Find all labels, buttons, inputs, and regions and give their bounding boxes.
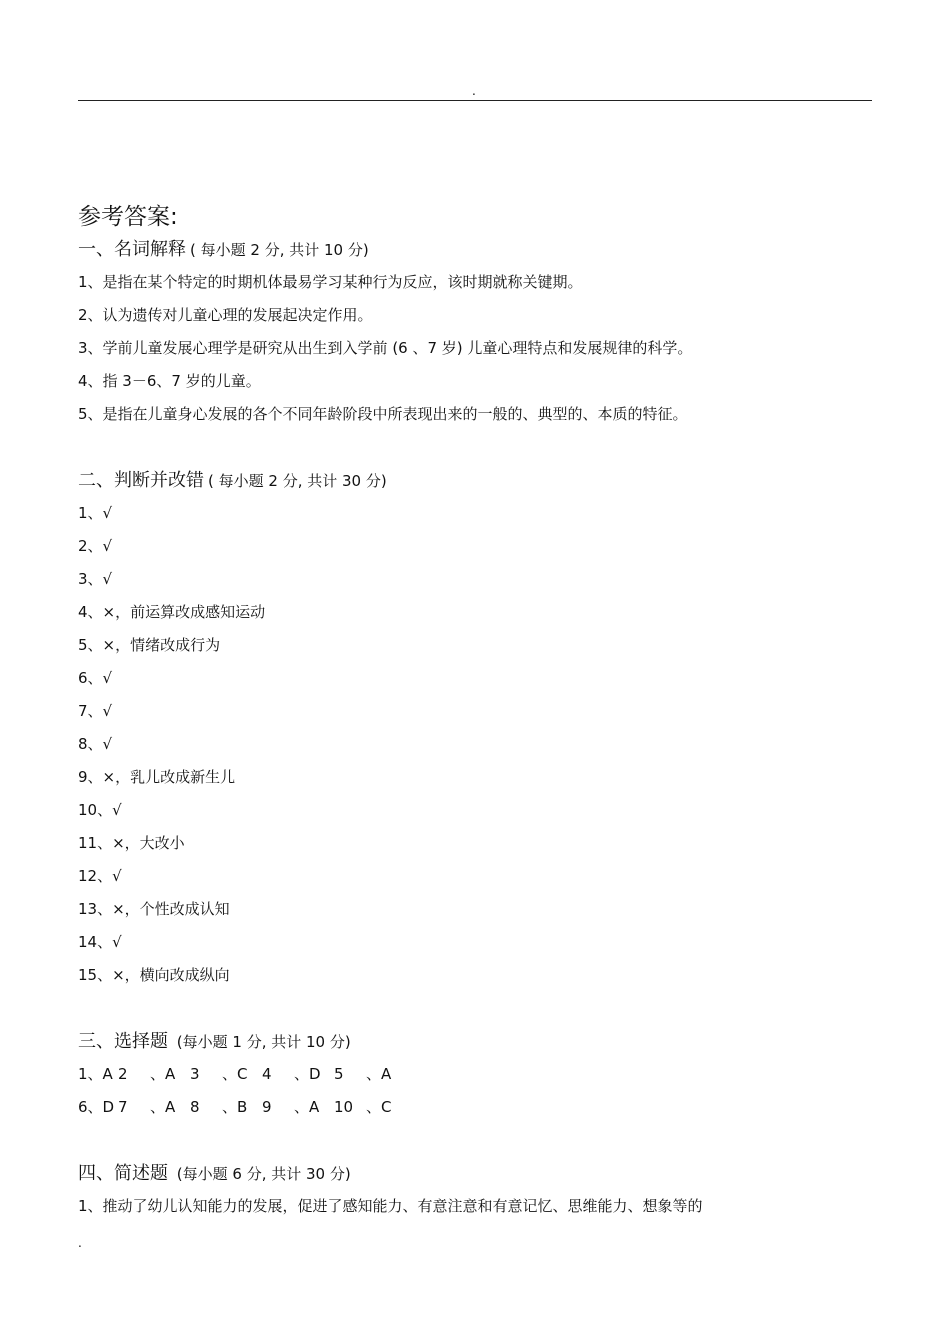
section-multiple-choice [78,1026,878,1124]
section-heading [78,1158,878,1190]
section-definitions [78,234,878,431]
choice-cell: 3 [190,1065,200,1083]
choice-answer-row [78,1091,878,1124]
answer-line: 1、是指在某个特定的时期机体最易学习某种行为反应，该时期就称关键期。 [78,273,583,291]
section-score-note: ( 每小题 2 分, 共计 10 分) [190,241,369,259]
answer-line: 1、√ [78,504,113,522]
choice-cell: 4 [262,1065,272,1083]
section-heading-text: 四、简述题 [78,1163,168,1184]
answer-line: 1、推动了幼儿认知能力的发展，促进了感知能力、有意注意和有意记忆、思维能力、想象等的 [78,1197,703,1215]
choice-cell: 、C [366,1098,392,1116]
section-heading [78,465,878,497]
choice-cell: 、D [294,1065,321,1083]
answer-line: 10、√ [78,801,122,819]
section-score-note: (每小题 1 分, 共计 10 分) [172,1033,351,1051]
choice-cell: 、A [150,1065,176,1083]
choice-cell: 、C [222,1065,248,1083]
choice-cell: 、A [294,1098,320,1116]
section-score-note: ( 每小题 2 分, 共计 30 分) [208,472,387,490]
answer-line: 5、是指在儿童身心发展的各个不同年龄阶段中所表现出来的一般的、典型的、本质的特征。 [78,405,688,423]
answer-line: 2、认为遗传对儿童心理的发展起决定作用。 [78,306,373,324]
answer-line: 7、√ [78,702,113,720]
choice-cell: 、B [222,1098,248,1116]
page-title: 参考答案: [78,204,178,230]
answer-line: 6、√ [78,669,113,687]
answer-line: 12、√ [78,867,122,885]
section-score-note: (每小题 6 分, 共计 30 分) [172,1165,351,1183]
section-heading-text: 二、判断并改错 [78,470,204,491]
section-true-false [78,465,878,992]
answer-line: 14、√ [78,933,122,951]
section-short-answer [78,1158,878,1223]
answer-line: 4、指 3－6、7 岁的儿童。 [78,372,261,390]
choice-cell: 1、A [78,1065,113,1083]
choice-cell: 、A [150,1098,176,1116]
answer-line: 2、√ [78,537,113,555]
answer-line: 11、×，大改小 [78,834,185,852]
choice-answer-row [78,1058,878,1091]
choice-cell: 5 [334,1065,344,1083]
footer-dot: . [78,1236,82,1250]
answer-line: 13、×，个性改成认知 [78,900,230,918]
answer-line: 8、√ [78,735,113,753]
choice-cell: 10 [334,1098,354,1116]
answer-line: 15、×，横向改成纵向 [78,966,230,984]
choice-cell: 8 [190,1098,200,1116]
answer-line: 3、学前儿童发展心理学是研究从出生到入学前 (6 、7 岁) 儿童心理特点和发展规律的科学。 [78,339,693,357]
section-heading-text: 一、名词解释 [78,239,186,260]
choice-cell: 2 [118,1065,128,1083]
answer-line: 9、×，乳儿改成新生儿 [78,768,236,786]
section-heading-text: 三、选择题 [78,1031,168,1052]
choice-cell: 6、D [78,1098,115,1116]
choice-cell: 、A [366,1065,392,1083]
answer-line: 4、×，前运算改成感知运动 [78,603,266,621]
answer-line: 3、√ [78,570,113,588]
choice-cell: 9 [262,1098,272,1116]
answer-content [78,200,878,1223]
header-rule [78,100,872,101]
section-heading [78,234,878,266]
section-heading [78,1026,878,1058]
answer-line: 5、×，情绪改成行为 [78,636,221,654]
choice-cell: 7 [118,1098,128,1116]
header-dot: . [472,84,476,98]
